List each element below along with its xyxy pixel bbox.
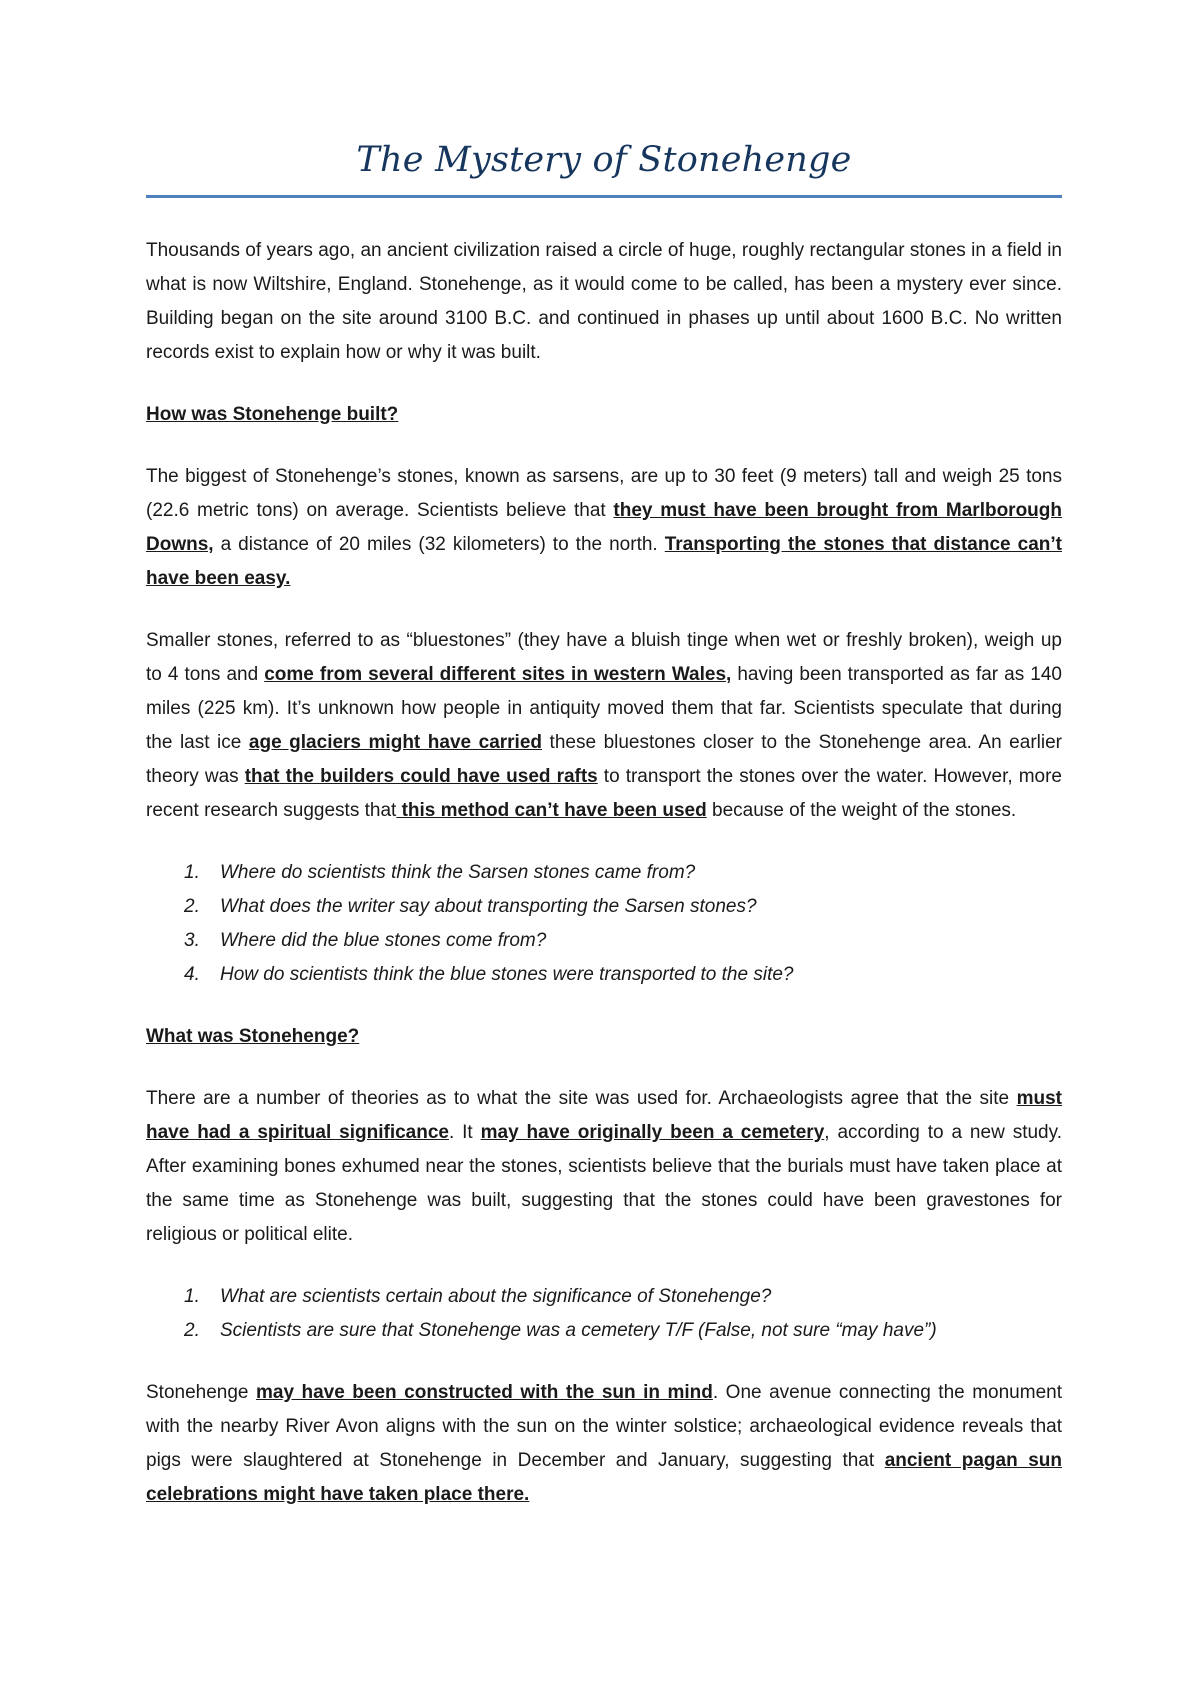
highlighted-phrase: age glaciers might have carried — [248, 732, 543, 753]
highlighted-phrase: may have originally been a cemetery — [480, 1122, 825, 1143]
bluestones-paragraph — [146, 624, 1062, 828]
highlighted-phrase: this method can’t have been used — [396, 800, 707, 821]
question-item — [146, 924, 1062, 958]
question-list-2 — [146, 1280, 1062, 1348]
question-item — [146, 1314, 1062, 1348]
theories-paragraph — [146, 1082, 1062, 1252]
text-run: to transport the stones over the water. However, more recent research suggests that — [146, 766, 1062, 821]
section-heading-what-was: What was Stonehenge? — [146, 1026, 360, 1047]
question-number: 1. — [184, 862, 200, 883]
question-text: Scientists are sure that Stonehenge was a cemetery T/F (False, not sure “may have”) — [220, 1320, 937, 1341]
question-item — [146, 1280, 1062, 1314]
intro-paragraph: Thousands of years ago, an ancient civilization raised a circle of huge, roughly rectangular stones in a field in what is now Wiltshire, England. Stonehenge, as it would come to be called, has been a mystery ever since. Building began on the site around 3100 B.C. and continued in phases up until about 1600 B.C. No written records exist to explain how or why it was built. — [146, 240, 1062, 363]
question-text: What are scientists certain about the significance of Stonehenge? — [220, 1286, 772, 1307]
question-text: How do scientists think the blue stones were transported to the site? — [220, 964, 794, 985]
question-text: Where do scientists think the Sarsen stones came from? — [220, 862, 696, 883]
highlighted-phrase: must have had a spiritual significance — [146, 1088, 1062, 1143]
highlighted-phrase: Transporting the stones that distance can’t have been easy. — [146, 534, 1062, 589]
text-run: Smaller stones, referred to as “bluestones” (they have a bluish tinge when wet or freshly broken), weigh up to 4 tons and — [146, 630, 1062, 685]
question-item — [146, 890, 1062, 924]
question-text: Where did the blue stones come from? — [220, 930, 547, 951]
page-title: The Mystery of Stonehenge — [356, 140, 852, 180]
question-item — [146, 958, 1062, 992]
text-run: a distance of 20 miles (32 kilometers) to the north. — [213, 534, 665, 555]
highlighted-phrase: they must have been brought from Marlborough Downs, — [146, 500, 1063, 555]
sun-paragraph — [146, 1376, 1062, 1512]
text-run: Stonehenge — [146, 1382, 256, 1403]
question-list-1 — [146, 856, 1062, 992]
question-item — [146, 856, 1062, 890]
question-text: What does the writer say about transporting the Sarsen stones? — [220, 896, 757, 917]
text-run: because of the weight of the stones. — [706, 800, 1017, 821]
text-run: . One avenue connecting the monument with the nearby River Avon aligns with the sun on the winter solstice; archaeological evidence reveals that pigs were slaughtered at Stonehenge in December and January, suggesting that — [146, 1382, 1062, 1471]
section-heading-how-built: How was Stonehenge built? — [146, 404, 399, 425]
text-run: , according to a new study. After examining bones exhumed near the stones, scientists believe that the burials must have taken place at the same time as Stonehenge was built, suggesting that the stones could have been gravestones for religious or political elite. — [146, 1122, 1062, 1245]
question-number: 3. — [184, 930, 200, 951]
text-run: There are a number of theories as to what the site was used for. Archaeologists agree that the site — [146, 1088, 1017, 1109]
text-run: having been transported as far as 140 miles (225 km). It’s unknown how people in antiquity moved them that far. Scientists speculate that during the last ice — [146, 664, 1062, 753]
highlighted-phrase: that the builders could have used rafts — [244, 766, 598, 787]
question-number: 2. — [184, 896, 200, 917]
highlighted-phrase: may have been constructed with the sun in mind — [255, 1382, 713, 1403]
document-body — [146, 234, 1062, 1512]
question-number: 4. — [184, 964, 200, 985]
sarsens-paragraph — [146, 460, 1062, 596]
text-run: The biggest of Stonehenge’s stones, known as sarsens, are up to 30 feet (9 meters) tall and weigh 25 tons (22.6 metric tons) on average. Scientists believe that — [146, 466, 1062, 521]
highlighted-phrase: come from several different sites in western Wales, — [264, 664, 732, 685]
question-number: 2. — [184, 1320, 200, 1341]
highlighted-phrase: ancient pagan sun celebrations might have taken place there. — [146, 1450, 1062, 1505]
title-underline-rule — [146, 195, 1062, 198]
text-run: these bluestones closer to the Stonehenge area. An earlier theory was — [146, 732, 1062, 787]
question-number: 1. — [184, 1286, 200, 1307]
text-run: . It — [448, 1122, 481, 1143]
